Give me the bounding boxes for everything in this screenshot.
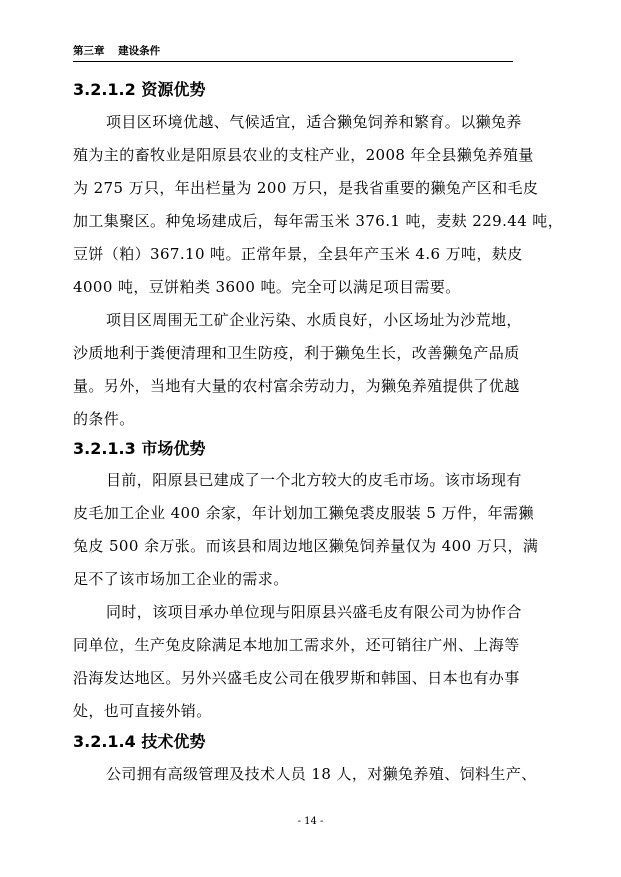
paragraph-line: 加工集聚区。种兔场建成后，每年需玉米 376.1 吨，麦麸 229.44 吨， (73, 212, 564, 230)
paragraph-line: 足不了该市场加工企业的需求。 (73, 570, 289, 588)
page-header (73, 44, 515, 58)
paragraph-line: 同时，该项目承办单位现与阳原县兴盛毛皮有限公司为协作合 (106, 603, 522, 621)
paragraph-line: 目前，阳原县已建成了一个北方较大的皮毛市场。该市场现有 (106, 471, 522, 489)
paragraph-line: 项目区环境优越、气候适宜，适合獭兔饲养和繁育。以獭兔养 (106, 113, 522, 131)
paragraph-line: 处，也可直接外销。 (73, 702, 212, 720)
paragraph-line: 的条件。 (73, 410, 135, 428)
paragraph-line: 沿海发达地区。另外兴盛毛皮公司在俄罗斯和韩国、日本也有办事 (73, 669, 520, 687)
paragraph-line: 量。另外，当地有大量的农村富余劳动力，为獭兔养殖提供了优越 (73, 377, 520, 395)
chapter-title: 建设条件 (118, 45, 161, 57)
section-heading: 3.2.1.3 市场优势 (73, 439, 206, 458)
paragraph-line: 为 275 万只，年出栏量为 200 万只，是我省重要的獭兔产区和毛皮 (73, 179, 539, 197)
header-divider (73, 61, 513, 62)
chapter-label: 第三章 (73, 45, 105, 57)
section-heading: 3.2.1.2 资源优势 (73, 80, 206, 99)
paragraph-line: 兔皮 500 余万张。而该县和周边地区獭兔饲养量仅为 400 万只，满 (73, 537, 539, 555)
paragraph-line: 公司拥有高级管理及技术人员 18 人，对獭兔养殖、饲料生产、 (106, 765, 537, 783)
paragraph-line: 项目区周围无工矿企业污染、水质良好，小区场址为沙荒地， (106, 311, 522, 329)
paragraph-line: 4000 吨，豆饼粕类 3600 吨。完全可以满足项目需要。 (73, 278, 461, 296)
page-number: - 14 - (297, 816, 324, 827)
paragraph-line: 同单位，生产兔皮除满足本地加工需求外，还可销往广州、上海等 (73, 636, 520, 654)
paragraph-line: 皮毛加工企业 400 余家，年计划加工獭兔裘皮服装 5 万件，年需獭 (73, 504, 534, 522)
paragraph-line: 豆饼（粕）367.10 吨。正常年景，全县年产玉米 4.6 万吨，麸皮 (73, 245, 523, 263)
section-heading: 3.2.1.4 技术优势 (73, 732, 206, 751)
paragraph-line: 殖为主的畜牧业是阳原县农业的支柱产业，2008 年全县獭兔养殖量 (73, 146, 534, 164)
paragraph-line: 沙质地利于粪便清理和卫生防疫，利于獭兔生长，改善獭兔产品质 (73, 344, 520, 362)
